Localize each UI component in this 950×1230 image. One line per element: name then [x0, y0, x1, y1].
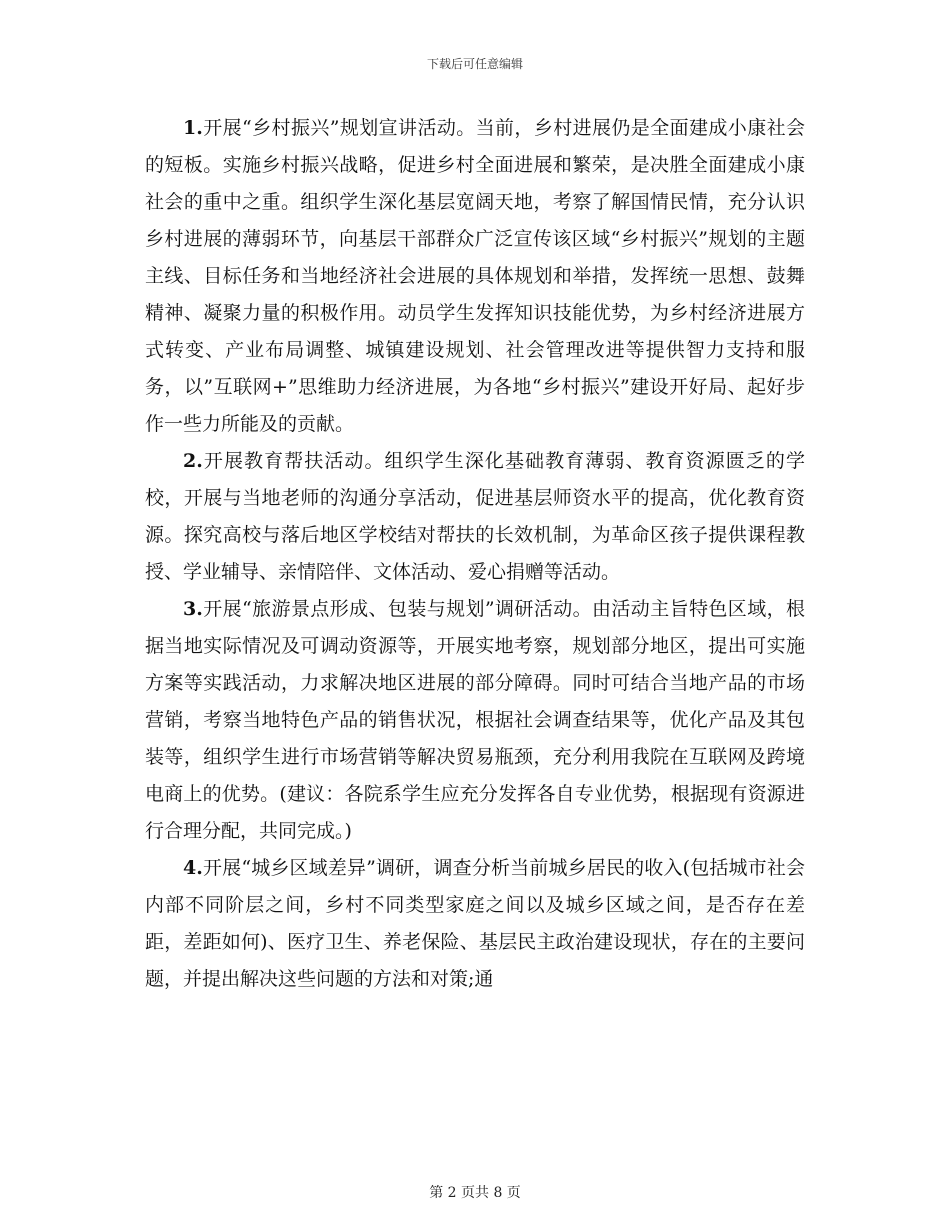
paragraph-text: 开展“城乡区域差异”调研，调查分析当前城乡居民的收入(包括城市社会内部不同阶层之间，乡村不同类型家庭之间以及城乡区域之间，是否存在差距，差距如何)、医疗卫生、养老保险、基层民主政治建设现状，存在的主要问题，并提出解决这些问题的方法和对策;通	[145, 857, 805, 990]
paragraph-number: 2.	[183, 450, 203, 472]
paragraph-1	[145, 110, 805, 443]
document-body	[145, 110, 805, 998]
paragraph-2	[145, 443, 805, 591]
paragraph-3	[145, 591, 805, 850]
paragraph-number: 4.	[183, 857, 203, 879]
paragraph-text: 开展“乡村振兴”规划宣讲活动。当前，乡村进展仍是全面建成小康社会的短板。实施乡村振兴战略，促进乡村全面进展和繁荣，是决胜全面建成小康社会的重中之重。组织学生深化基层宽阔天地，考察了解国情民情，充分认识乡村进展的薄弱环节，向基层干部群众广泛宣传该区域“乡村振兴”规划的主题主线、目标任务和当地经济社会进展的具体规划和举措，发挥统一思想、鼓舞精神、凝聚力量的积极作用。动员学生发挥知识技能优势，为乡村经济进展方式转变、产业布局调整、城镇建设规划、社会管理改进等提供智力支持和服务，以”互联网+”思维助力经济进展，为各地“乡村振兴”建设开好局、起好步作一些力所能及的贡献。	[145, 117, 805, 435]
paragraph-text: 开展“旅游景点形成、包装与规划”调研活动。由活动主旨特色区域，根据当地实际情况及可调动资源等，开展实地考察，规划部分地区，提出可实施方案等实践活动，力求解决地区进展的部分障碍。同时可结合当地产品的市场营销，考察当地特色产品的销售状况，根据社会调查结果等，优化产品及其包装等，组织学生进行市场营销等解决贸易瓶颈，充分利用我院在互联网及跨境电商上的优势。(建议：各院系学生应充分发挥各自专业优势，根据现有资源进行合理分配，共同完成。)	[145, 598, 805, 842]
paragraph-text: 开展教育帮扶活动。组织学生深化基础教育薄弱、教育资源匮乏的学校，开展与当地老师的沟通分享活动，促进基层师资水平的提高，优化教育资源。探究高校与落后地区学校结对帮扶的长效机制，为革命区孩子提供课程教授、学业辅导、亲情陪伴、文体活动、爱心捐赠等活动。	[145, 450, 805, 583]
paragraph-number: 3.	[183, 598, 203, 620]
page-footer: 第 2 页共 8 页	[429, 1185, 521, 1201]
paragraph-4	[145, 850, 805, 998]
page-header: 下载后可任意编辑	[426, 57, 523, 71]
paragraph-number: 1.	[183, 117, 203, 139]
